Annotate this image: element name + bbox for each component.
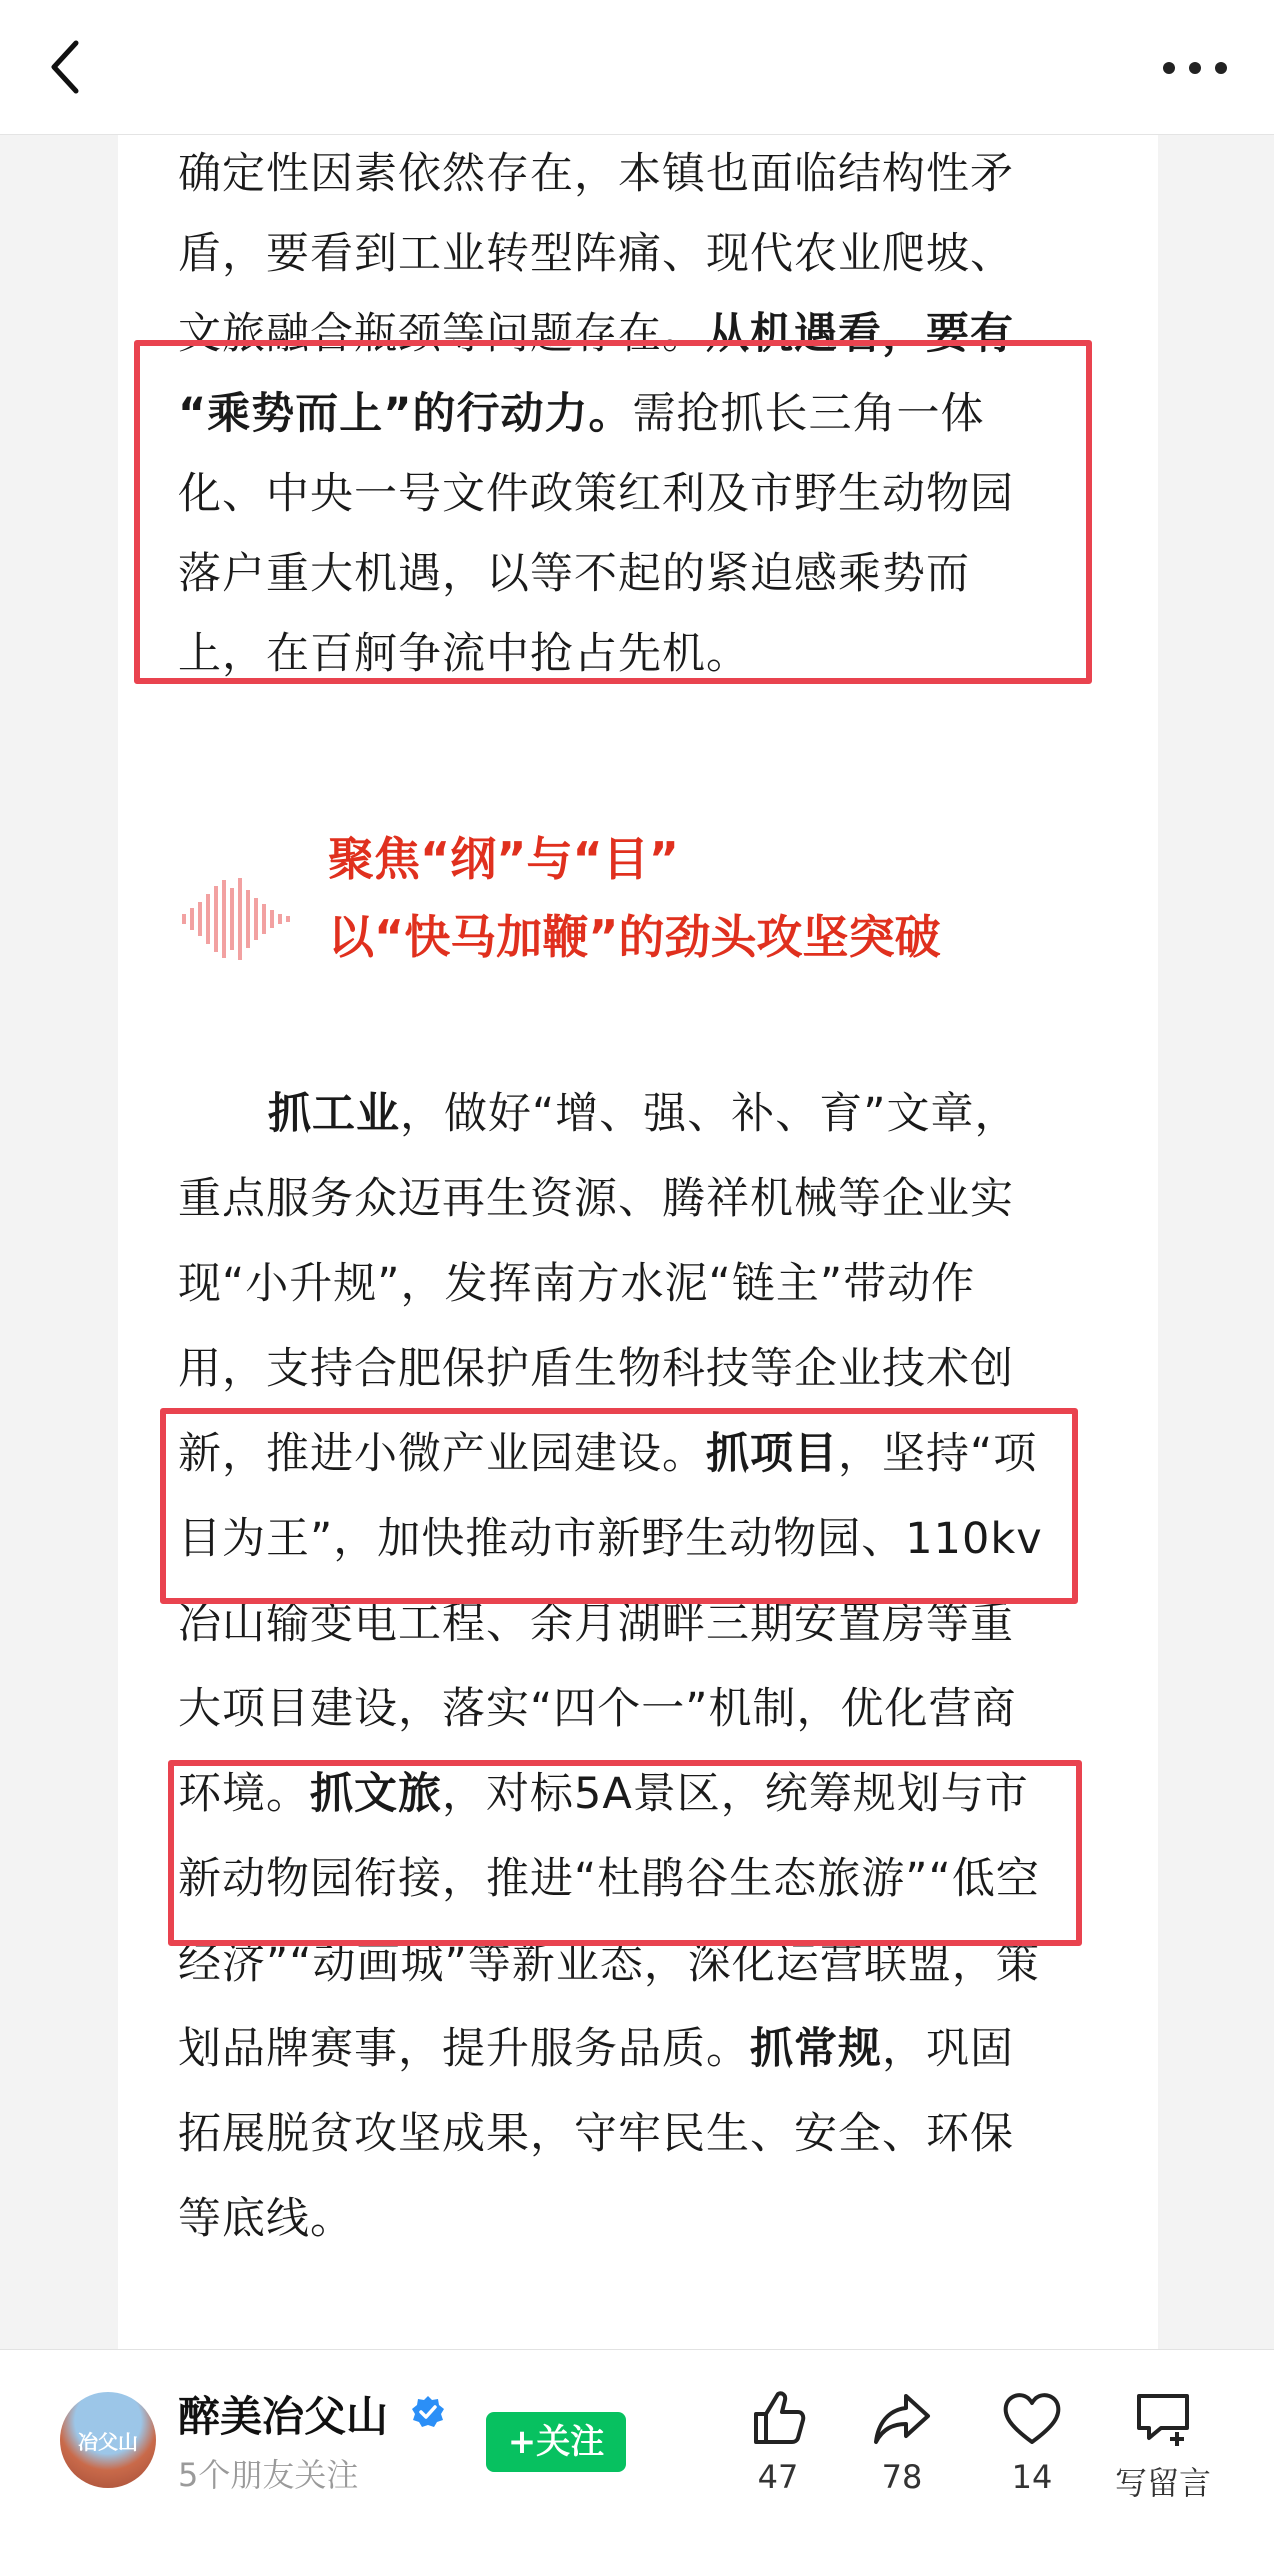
- more-dots-icon: [1155, 48, 1235, 88]
- highlight-box: [134, 340, 1092, 684]
- text-span: 文旅融合瓶颈等问题存在。: [178, 309, 706, 359]
- paragraph-line: 大项目建设，落实“四个一”机制，优化营商: [178, 1684, 1017, 1734]
- paragraph-line: 新动物园衔接，推进“杜鹃谷生态旅游”“低空: [178, 1854, 1040, 1904]
- paragraph-line: 经济”“动画城”等新业态，深化运营联盟，策: [178, 1939, 1040, 1989]
- section-title-line1: 聚焦“纲”与“目”: [328, 832, 679, 886]
- paragraph-line: 目为王”，加快推动市新野生动物园、110kv: [178, 1514, 1043, 1564]
- share-icon: [870, 2386, 934, 2450]
- follow-button[interactable]: +关注: [486, 2412, 626, 2472]
- more-button[interactable]: [1155, 48, 1235, 88]
- paragraph-line: [178, 2009, 1098, 2089]
- paragraph-line: 上，在百舸争流中抢占先机。: [178, 629, 750, 679]
- verified-icon: [410, 2394, 446, 2430]
- avatar-logo-text: 冶父山: [78, 2430, 138, 2454]
- bold-text: 抓项目: [706, 1429, 838, 1479]
- comment-icon: [1131, 2386, 1195, 2450]
- bold-text: 抓文旅: [310, 1769, 442, 1819]
- section-heading: [178, 824, 1098, 1014]
- comment-button[interactable]: [1108, 2386, 1218, 2504]
- bold-text: 从机遇看，要有: [706, 309, 1014, 359]
- text-span: ，做好“增、强、补、育”文章，: [400, 1089, 1019, 1139]
- paragraph-line: 拓展脱贫攻坚成果，守牢民生、安全、环保: [178, 2109, 1014, 2159]
- favorite-button[interactable]: [982, 2386, 1082, 2496]
- paragraph-line: 冶山输变电工程、余月湖畔三期安置房等重: [178, 1599, 1014, 1649]
- section-title-line2: 以“快马加鞭”的劲头攻坚突破: [328, 910, 941, 964]
- thumbs-up-icon: [746, 2386, 810, 2450]
- like-count: 47: [757, 2458, 799, 2496]
- account-name[interactable]: 醉美冶父山: [178, 2392, 389, 2441]
- paragraph-line: 重点服务众迈再生资源、腾祥机械等企业实: [178, 1174, 1014, 1224]
- paragraph-line: 等底线。: [178, 2194, 354, 2244]
- audio-wave-icon: [178, 864, 308, 974]
- text-span: ，对标5A景区，统筹规划与市: [442, 1769, 1029, 1819]
- paragraph-line: 化、中央一号文件政策红利及市野生动物园: [178, 469, 1014, 519]
- back-arrow-icon: [40, 35, 100, 99]
- share-count: 78: [881, 2458, 923, 2496]
- paragraph-line: 确定性因素依然存在，本镇也面临结构性矛: [178, 149, 1014, 199]
- paragraph-line: 落户重大机遇，以等不起的紧迫感乘势而: [178, 549, 970, 599]
- heart-icon: [1000, 2386, 1064, 2450]
- text-span: ，巩固: [882, 2024, 1014, 2074]
- paragraph-line: 用，支持合肥保护盾生物科技等企业技术创: [178, 1344, 1014, 1394]
- paragraph-line: 现“小升规”，发挥南方水泥“链主”带动作: [178, 1259, 976, 1309]
- friends-follow-text: 5个朋友关注: [178, 2456, 359, 2494]
- back-button[interactable]: [40, 35, 100, 99]
- paragraph-line: 盾，要看到工业转型阵痛、现代农业爬坡、: [178, 229, 1014, 279]
- text-span: 新，推进小微产业园建设。: [178, 1429, 706, 1479]
- like-button[interactable]: [728, 2386, 828, 2496]
- paragraph-line: [178, 1074, 1098, 1154]
- highlight-box: [160, 1408, 1078, 1604]
- highlight-box: [168, 1760, 1082, 1946]
- top-bar: [0, 0, 1274, 135]
- text-span: 需抢抓长三角一体: [632, 389, 985, 439]
- text-span: 划品牌赛事，提升服务品质。: [178, 2024, 750, 2074]
- share-button[interactable]: [852, 2386, 952, 2496]
- bold-text: 抓常规: [750, 2024, 882, 2074]
- text-span: ，坚持“项: [838, 1429, 1038, 1479]
- bold-text: 抓工业: [268, 1089, 400, 1139]
- avatar[interactable]: [60, 2392, 156, 2488]
- bottom-bar: [0, 2349, 1274, 2568]
- article-body: [118, 134, 1158, 2349]
- favorite-count: 14: [1011, 2458, 1053, 2496]
- comment-label: 写留言: [1114, 2464, 1211, 2502]
- bold-text: “乘势而上”的行动力。: [178, 389, 633, 439]
- text-span: 环境。: [178, 1769, 310, 1819]
